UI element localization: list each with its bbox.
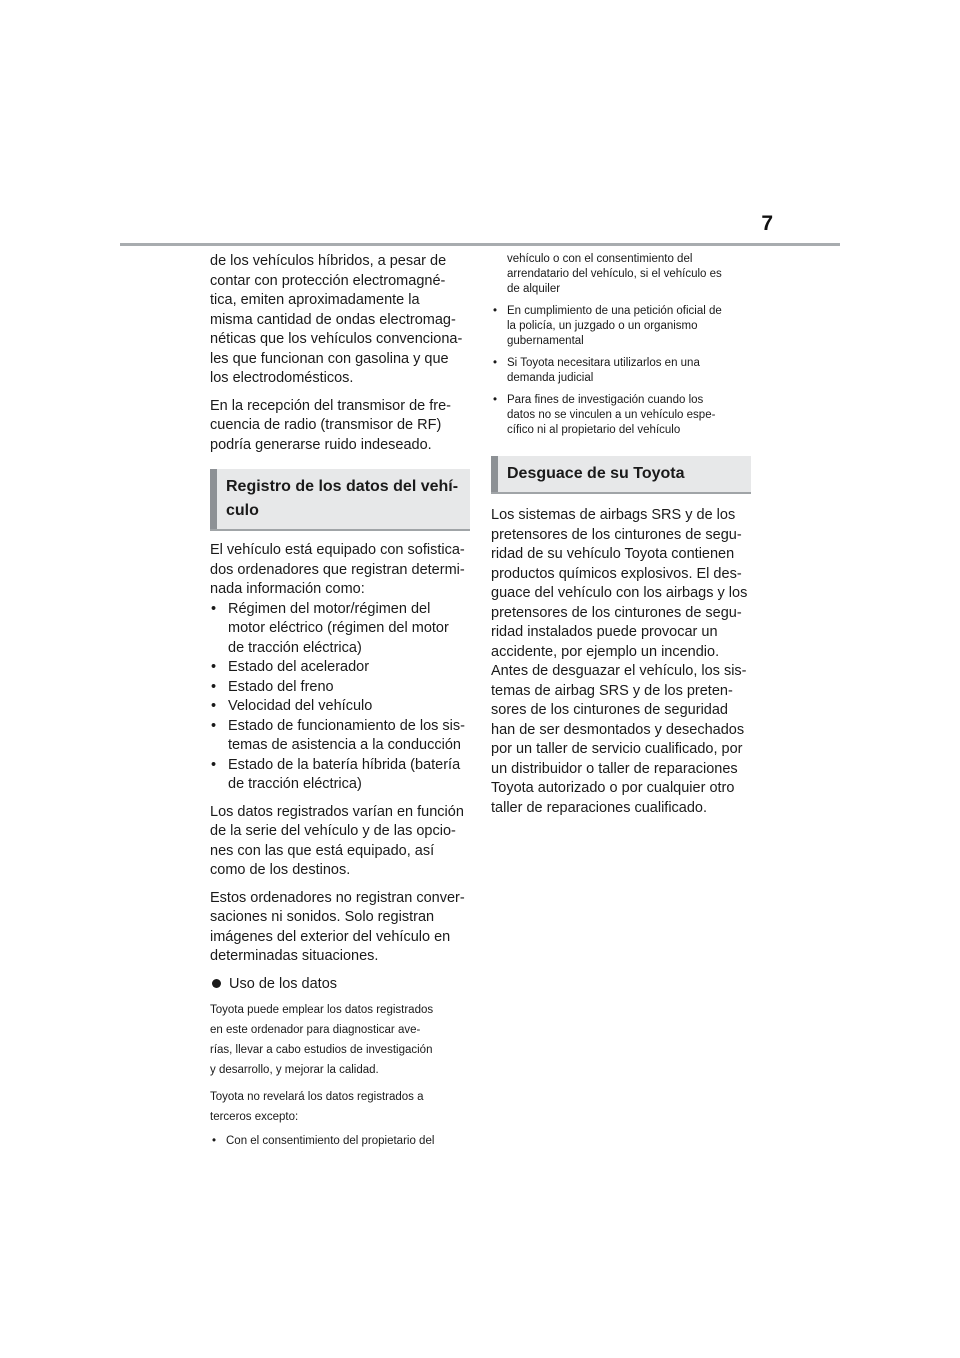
- list-item: • Estado de funcionamiento de los sis- temas de asistencia a la conducción: [211, 717, 465, 753]
- section-heading-scrapping: [491, 456, 751, 494]
- scrapping-paragraph: Los sistemas de airbags SRS y de los pretensores de los cinturones de segu- ridad de su vehículo Toyota contienen productos químicos explosivos. El des- guace del vehículo con los airbags y los pretensores de los cinturones de segu- ridad instalados puede provocar un accidente, por ejemplo un incendio. Antes de desguazar el vehículo, los sis- temas de airbag SRS y de los preten- sores de los cinturones de seguridad han de ser desmontados y desechados por un taller de servicio cualificado, por un distribuidor o taller de reparaciones Toyota autorizado o por cualquier otro taller de reparaciones cualificado.: [491, 507, 748, 816]
- bullet-icon: •: [211, 698, 217, 714]
- exceptions-list-start: [210, 1134, 470, 1149]
- bullet-icon: •: [211, 659, 217, 675]
- paragraph-no-record: Estos ordenadores no registran conver- saciones ni sonidos. Solo registran imágenes del exterior del vehículo en determinadas situaciones.: [210, 889, 465, 964]
- page-number: 7: [761, 212, 773, 235]
- list-item: • Estado de la batería híbrida (batería de tracción eléctrica): [211, 756, 461, 792]
- list-item: • Si Toyota necesitara utilizarlos en una demanda judicial: [493, 357, 700, 384]
- bullet-icon: •: [211, 600, 217, 617]
- recorded-items-list: [210, 600, 470, 795]
- section-heading-text: Desguace de su Toyota: [507, 465, 685, 482]
- filled-circle-icon: [212, 979, 221, 988]
- bullet-icon: •: [211, 678, 217, 695]
- bullet-icon: •: [211, 756, 217, 773]
- section-intro: El vehículo está equipado con sofistica- dos ordenadores que registran determi- nada información como:: [210, 542, 465, 597]
- bullet-icon: •: [493, 357, 498, 369]
- use-paragraph-1: Toyota puede emplear los datos registrados en este ordenador para diagnosticar ave- rías, llevar a cabo estudios de investigación y desarrollo, y mejorar la calidad.: [210, 1004, 434, 1076]
- paragraph-series: Los datos registrados varían en función de la serie del vehículo y de las opcio- nes con las que está equipado, así como de los destinos.: [210, 803, 464, 878]
- list-item: • Régimen del motor/régimen del motor eléctrico (régimen del motor de tracción eléctrica): [211, 600, 449, 656]
- list-item: • Estado del freno: [210, 678, 470, 698]
- header-rule: [120, 243, 840, 246]
- section-heading-text: Registro de los datos del vehí- culo: [226, 478, 459, 519]
- left-column: [210, 252, 470, 1156]
- intro-paragraph-1: de los vehículos híbridos, a pesar de contar con protección electromagné- tica, emiten aproximadamente la misma cantidad de ondas electromag- néticas que los vehículos convenciona- les que funcionan con gasolina y que los electrodomésticos.: [210, 253, 463, 386]
- right-column: [491, 252, 751, 826]
- intro-paragraph-2: En la recepción del transmisor de fre- cuencia de radio (transmisor de RF) podría generarse ruido indeseado.: [210, 397, 451, 453]
- list-item: • Para fines de investigación cuando los datos no se vinculen a un vehículo espe- cífico ni al propietario del vehículo: [493, 394, 716, 436]
- exceptions-list: [491, 304, 751, 438]
- list-item: • En cumplimiento de una petición oficial de la policía, un juzgado o un organismo gubernamental: [493, 305, 722, 347]
- list-item: • Con el consentimiento del propietario del: [212, 1135, 435, 1147]
- bullet-icon: •: [493, 305, 498, 317]
- section-heading-data-recording: [210, 469, 470, 531]
- exceptions-continued: vehículo o con el consentimiento del arrendatario del vehículo, si el vehículo es de alquiler: [507, 253, 722, 295]
- list-item: • Estado del acelerador: [210, 658, 470, 678]
- bullet-icon: •: [211, 717, 217, 734]
- list-item: • Velocidad del vehículo: [210, 697, 470, 717]
- bullet-icon: •: [212, 1135, 217, 1147]
- use-paragraph-2: Toyota no revelará los datos registrados a terceros excepto:: [210, 1091, 424, 1123]
- bullet-icon: •: [493, 394, 498, 406]
- subheading-use-of-data: Uso de los datos: [210, 975, 470, 995]
